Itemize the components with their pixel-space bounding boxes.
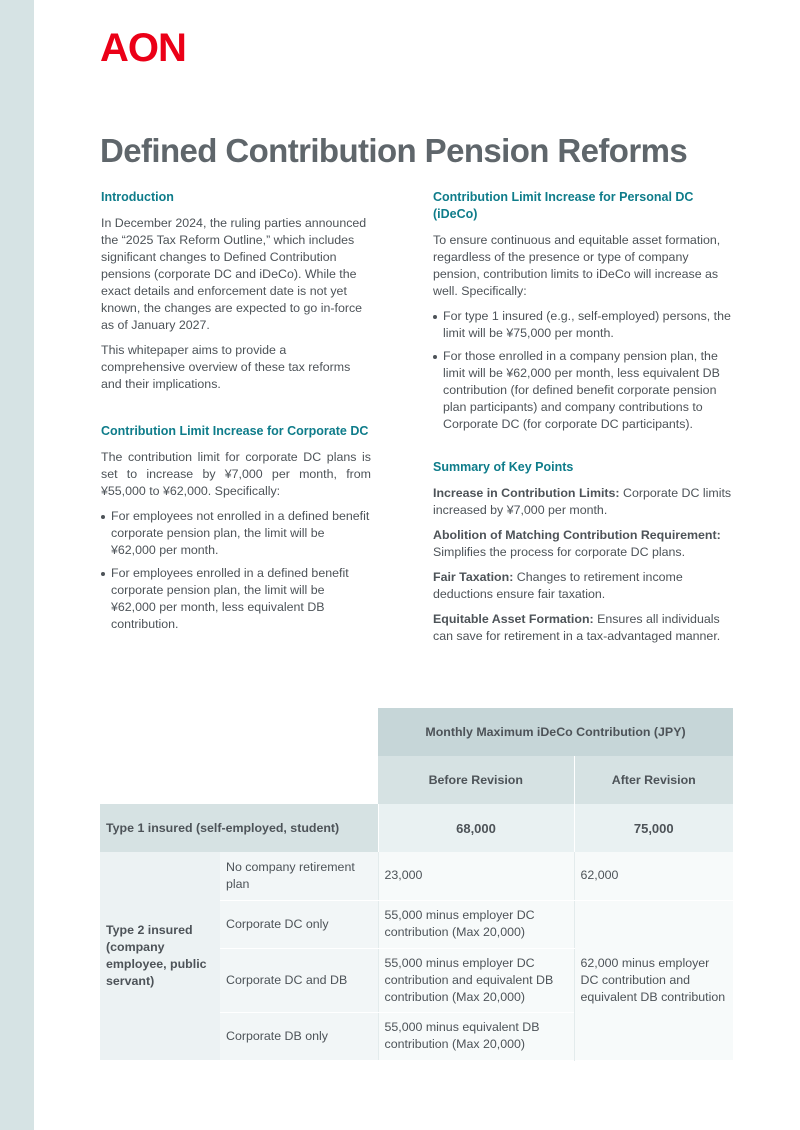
summary-point-label: Abolition of Matching Contribution Requirement: (433, 528, 721, 542)
aon-logo: AON (100, 26, 186, 70)
summary-point (433, 527, 733, 561)
table-header-row (100, 708, 733, 756)
type2-before: 55,000 minus equivalent DB contribution (Max 20,000) (378, 1012, 574, 1060)
summary-points (433, 485, 733, 645)
summary-point-text: Corporate DC limits increased by ¥7,000 per month. (433, 486, 732, 517)
type2-before: 55,000 minus employer DC contribution (Max 20,000) (378, 900, 574, 948)
intro-heading: Introduction (101, 190, 174, 204)
corporate-dc-bullets (101, 508, 371, 633)
type2-after: 62,000 (574, 852, 733, 900)
type2-before: 55,000 minus employer DC contribution and equivalent DB contribution (Max 20,000) (378, 948, 574, 1012)
left-column (101, 189, 371, 639)
ideco-bullet: For those enrolled in a company pension plan, the limit will be ¥62,000 per month, less equivalent DB contribution (for defined benefit corporate pension plan participants) and company contributions to Corporate DC (for corporate DC participants). (433, 348, 733, 433)
summary-point (433, 485, 733, 519)
column-header-after: After Revision (574, 756, 733, 804)
summary-point (433, 611, 733, 645)
summary-point (433, 569, 733, 603)
ideco-bullets (433, 308, 733, 433)
summary-point-label: Increase in Contribution Limits: (433, 486, 620, 500)
summary-point-label: Fair Taxation: (433, 570, 514, 584)
summary-point-text: Ensures all individuals can save for retirement in a tax-advantaged manner. (433, 612, 721, 643)
type1-label: Type 1 insured (self-employed, student) (100, 804, 378, 852)
ideco-paragraph: To ensure continuous and equitable asset formation, regardless of the presence or type of company pension, contribution limits to iDeCo will increase as well. Specifically: (433, 233, 721, 298)
type1-after: 75,000 (574, 804, 733, 852)
type2-sub-label: Corporate DC and DB (220, 948, 378, 1012)
table-header-row (100, 756, 733, 804)
ideco-contribution-table (100, 708, 733, 1061)
summary-heading: Summary of Key Points (433, 460, 574, 474)
corporate-dc-heading: Contribution Limit Increase for Corporate DC (101, 424, 369, 438)
right-column (433, 189, 733, 653)
column-header-before: Before Revision (378, 756, 574, 804)
ideco-heading: Contribution Limit Increase for Personal DC (iDeCo) (433, 190, 694, 221)
summary-point-text: Simplifies the process for corporate DC plans. (433, 545, 686, 559)
table-row (100, 852, 733, 900)
type2-before: 23,000 (378, 852, 574, 900)
intro-paragraph-1: In December 2024, the ruling parties announced the “2025 Tax Reform Outline,” which includes significant changes to Defined Contribution pensions (corporate DC and iDeCo). While the exact details and enforcement date is not yet known, the changes are expected to go in-force as of January 2027. (101, 216, 367, 332)
table-corner-blank (100, 708, 378, 756)
corporate-dc-bullet: For employees not enrolled in a defined benefit corporate pension plan, the limit will be ¥62,000 per month. (101, 508, 371, 559)
type2-label: Type 2 insured (company employee, public servant) (100, 852, 220, 1060)
summary-point-text: Changes to retirement income deductions ensure fair taxation. (433, 570, 683, 601)
table-corner-blank (100, 756, 378, 804)
table-row (100, 804, 733, 852)
corporate-dc-bullet: For employees enrolled in a defined benefit corporate pension plan, the limit will be ¥62,000 per month, less equivalent DB contribution. (101, 565, 371, 633)
ideco-bullet: For type 1 insured (e.g., self-employed) persons, the limit will be ¥75,000 per month. (433, 308, 733, 342)
intro-paragraph-2: This whitepaper aims to provide a comprehensive overview of these tax reforms and their implications. (101, 343, 351, 391)
type2-after-merged: 62,000 minus employer DC contribution and equivalent DB contribution (574, 900, 733, 1060)
table-super-header: Monthly Maximum iDeCo Contribution (JPY) (378, 708, 733, 756)
type1-before: 68,000 (378, 804, 574, 852)
summary-point-label: Equitable Asset Formation: (433, 612, 594, 626)
type2-sub-label: Corporate DC only (220, 900, 378, 948)
type2-sub-label: Corporate DB only (220, 1012, 378, 1060)
type2-sub-label: No company retirement plan (220, 852, 378, 900)
corporate-dc-paragraph: The contribution limit for corporate DC plans is set to increase by ¥7,000 per month, from ¥55,000 to ¥62,000. Specifically: (101, 450, 371, 498)
side-band (0, 0, 34, 1130)
page-title: Defined Contribution Pension Reforms (100, 132, 688, 169)
